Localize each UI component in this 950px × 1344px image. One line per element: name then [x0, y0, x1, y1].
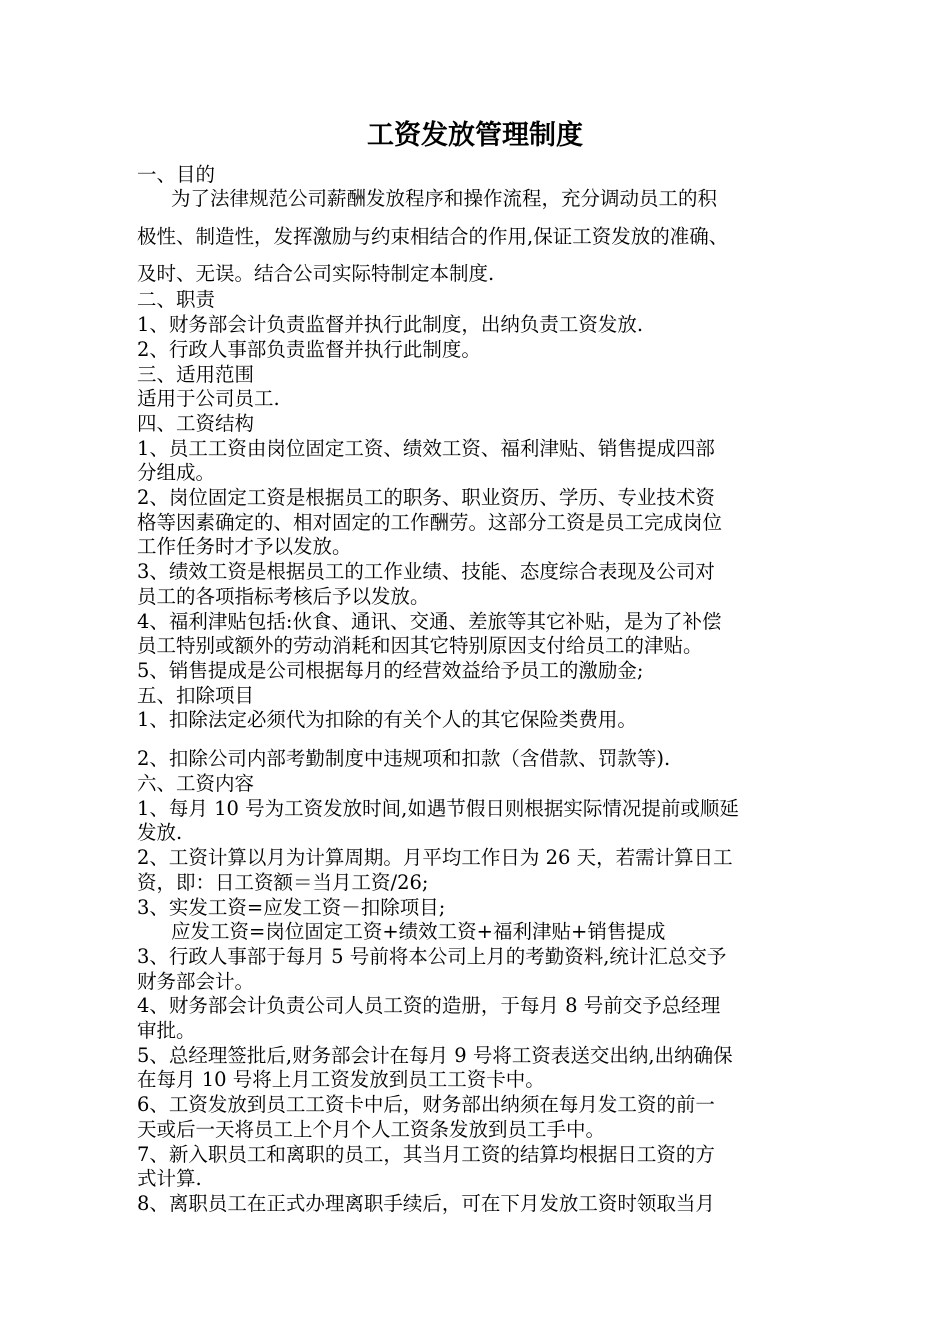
paragraph-line: 天或后一天将员工上个月个人工资条发放到员工手中。: [137, 1118, 606, 1141]
paragraph-line: 3、行政人事部于每月 5 号前将本公司上月的考勤资料,统计汇总交予: [137, 945, 727, 968]
paragraph-line: 员工的各项指标考核后予以发放。: [137, 585, 430, 608]
paragraph-line: 2、工资计算以月为计算周期。月平均工作日为 26 天，若需计算日工: [137, 846, 733, 869]
paragraph-line: 资，即：日工资额＝当月工资/26;: [137, 871, 429, 894]
paragraph-line: 极性、制造性，发挥激励与约束相结合的作用,保证工资发放的准确、: [137, 225, 729, 248]
paragraph-line: 1、员工工资由岗位固定工资、绩效工资、福利津贴、销售提成四部: [137, 437, 715, 460]
paragraph-line: 4、福利津贴包括:伙食、通讯、交通、差旅等其它补贴，是为了补偿: [137, 610, 722, 633]
paragraph-line: 适用于公司员工.: [137, 387, 280, 410]
section-heading-content: 六、工资内容: [137, 772, 255, 795]
section-heading-duties: 二、职责: [137, 288, 216, 311]
section-heading-purpose: 一、目的: [137, 163, 216, 186]
paragraph-line: 为了法律规范公司薪酬发放程序和操作流程，充分调动员工的积: [171, 187, 718, 210]
section-heading-deductions: 五、扣除项目: [137, 684, 255, 707]
section-heading-scope: 三、适用范围: [137, 363, 255, 386]
paragraph-line: 应发工资=岗位固定工资+绩效工资+福利津贴+销售提成: [171, 920, 666, 943]
paragraph-line: 4、财务部会计负责公司人员工资的造册，于每月 8 号前交予总经理: [137, 994, 721, 1017]
paragraph-line: 6、工资发放到员工工资卡中后，财务部出纳须在每月发工资的前一: [137, 1093, 715, 1116]
paragraph-line: 审批。: [137, 1019, 196, 1042]
paragraph-line: 1、每月 10 号为工资发放时间,如遇节假日则根据实际情况提前或顺延: [137, 797, 739, 820]
paragraph-line: 5、总经理签批后,财务部会计在每月 9 号将工资表送交出纳,出纳确保: [137, 1044, 733, 1067]
paragraph-line: 格等因素确定的、相对固定的工作酬劳。这部分工资是员工完成岗位: [137, 511, 723, 534]
paragraph-line: 2、岗位固定工资是根据员工的职务、职业资历、学历、专业技术资: [137, 486, 715, 509]
section-heading-structure: 四、工资结构: [137, 412, 255, 435]
paragraph-line: 1、财务部会计负责监督并执行此制度，出纳负责工资发放.: [137, 313, 644, 336]
paragraph-line: 3、绩效工资是根据员工的工作业绩、技能、态度综合表现及公司对: [137, 560, 715, 583]
paragraph-line: 工作任务时才予以发放。: [137, 535, 352, 558]
paragraph-line: 1、扣除法定必须代为扣除的有关个人的其它保险类费用。: [137, 708, 637, 731]
paragraph-line: 2、扣除公司内部考勤制度中违规项和扣款（含借款、罚款等).: [137, 747, 671, 770]
paragraph-line: 在每月 10 号将上月工资发放到员工工资卡中。: [137, 1068, 545, 1091]
paragraph-line: 员工特别或额外的劳动消耗和因其它特别原因支付给员工的津贴。: [137, 634, 703, 657]
paragraph-line: 分组成。: [137, 461, 216, 484]
paragraph-line: 式计算.: [137, 1167, 202, 1190]
paragraph-line: 5、销售提成是公司根据每月的经营效益给予员工的激励金;: [137, 659, 644, 682]
paragraph-line: 财务部会计。: [137, 970, 255, 993]
paragraph-line: 7、新入职员工和离职的员工，其当月工资的结算均根据日工资的方: [137, 1143, 715, 1166]
paragraph-line: 及时、无误。结合公司实际特制定本制度.: [137, 262, 495, 285]
paragraph-line: 发放.: [137, 821, 183, 844]
paragraph-line: 8、离职员工在正式办理离职手续后，可在下月发放工资时领取当月: [137, 1192, 715, 1215]
paragraph-line: 3、实发工资=应发工资－扣除项目;: [137, 896, 446, 919]
document-title: 工资发放管理制度: [367, 120, 583, 151]
paragraph-line: 2、行政人事部负责监督并执行此制度。: [137, 338, 481, 361]
